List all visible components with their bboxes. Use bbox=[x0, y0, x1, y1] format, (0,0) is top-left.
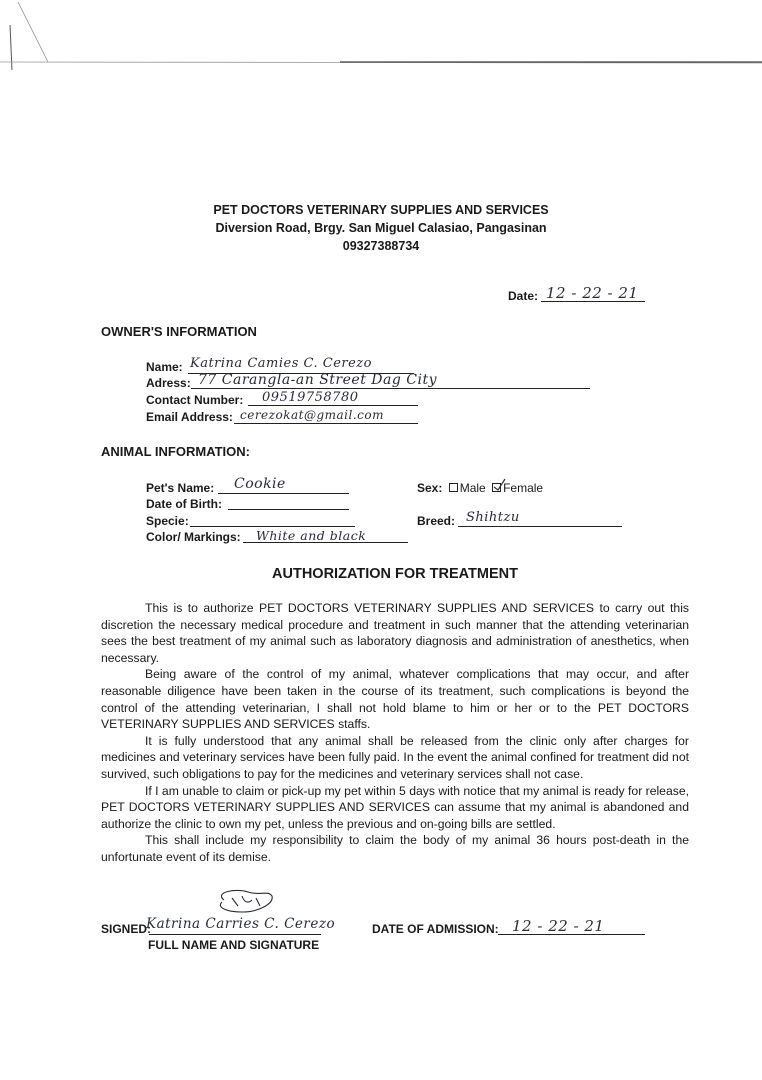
color-label: Color/ Markings: bbox=[146, 530, 241, 544]
owner-address-value: 77 Carangla-an Street Dag City bbox=[198, 372, 437, 388]
specie-line bbox=[190, 526, 355, 527]
date-value: 12 - 22 - 21 bbox=[546, 284, 639, 302]
email-label: Email Address: bbox=[146, 410, 233, 424]
breed-value: Shihtzu bbox=[466, 510, 520, 525]
owner-name-value: Katrina Camies C. Cerezo bbox=[190, 356, 372, 371]
signed-label: SIGNED: bbox=[101, 922, 152, 936]
check-mark-icon bbox=[492, 478, 506, 492]
pet-name-line bbox=[218, 493, 349, 494]
dob-line bbox=[228, 509, 349, 510]
date-label: Date: bbox=[508, 289, 539, 303]
contact-label: Contact Number: bbox=[146, 393, 244, 407]
owner-name-label: Name: bbox=[146, 360, 183, 374]
contact-value: 09519758780 bbox=[262, 390, 359, 405]
signature-scribble bbox=[208, 886, 278, 920]
owner-address-line bbox=[191, 388, 590, 389]
pet-name-value: Cookie bbox=[234, 476, 286, 492]
authorization-body bbox=[101, 600, 689, 866]
owner-address-label: Adress: bbox=[146, 376, 191, 390]
signed-value: Katrina Carries C. Cerezo bbox=[146, 916, 336, 932]
admission-value: 12 - 22 - 21 bbox=[512, 917, 605, 935]
sex-field bbox=[417, 481, 543, 495]
authorization-paragraph-1: This is to authorize PET DOCTORS VETERINARY SUPPLIES AND SERVICES to carry out this discretion the necessary medical procedure and treatment in such manner that the attending veterinarian sees the best treatment of my animal such as laboratory diagnosis and administration of anesthetics, when necessary. bbox=[101, 601, 689, 665]
authorization-paragraph-5: This shall include my responsibility to claim the body of my animal 36 hours post-death in the unfortunate event of its demise. bbox=[101, 833, 689, 864]
authorization-paragraph-4: If I am unable to claim or pick-up my pet within 5 days with notice that my animal is ready for release, PET DOCTORS VETERINARY SUPPLIES AND SERVICES can assume that my animal is abandoned and authorize the clinic to own my pet, unless the previous and on-going bills are settled. bbox=[101, 783, 689, 831]
breed-line bbox=[458, 526, 622, 527]
signed-line bbox=[149, 934, 321, 935]
breed-label: Breed: bbox=[417, 514, 456, 528]
owner-section-title: OWNER'S INFORMATION bbox=[101, 324, 257, 339]
email-value: cerezokat@gmail.com bbox=[240, 408, 384, 422]
specie-label: Specie: bbox=[146, 514, 189, 528]
animal-section-title: ANIMAL INFORMATION: bbox=[101, 444, 250, 459]
authorization-paragraph-2: Being aware of the control of my animal, whatever complications that may occur, and after reasonable diligence have been taken in the course of its treatment, such complications is beyond the control of the attending veterinarian, I shall not hold blame to him or her or to the PET DOCTORS VETERINARY SUPPLIES AND SERVICES staffs. bbox=[101, 667, 689, 732]
scan-edge-artifacts bbox=[0, 0, 762, 70]
sex-female-label: Female bbox=[503, 481, 544, 495]
authorization-paragraph-3: It is fully understood that any animal shall be released from the clinic only after charges for medicines and veterinary services have been fully paid. In the event the animal confined for treatment did not survived, such obligations to pay for the medicines and veterinary services shall not case. bbox=[101, 733, 689, 781]
female-checkbox[interactable] bbox=[492, 483, 501, 492]
email-line bbox=[234, 423, 418, 424]
clinic-phone: 09327388734 bbox=[342, 239, 420, 253]
authorization-title: AUTHORIZATION FOR TREATMENT bbox=[272, 566, 518, 582]
clinic-name: PET DOCTORS VETERINARY SUPPLIES AND SERVICES bbox=[213, 203, 549, 217]
sex-label: Sex: bbox=[417, 481, 443, 495]
male-checkbox[interactable] bbox=[449, 483, 458, 492]
signature-caption: FULL NAME AND SIGNATURE bbox=[148, 938, 320, 952]
clinic-address: Diversion Road, Brgy. San Miguel Calasiao, Pangasinan bbox=[215, 221, 547, 235]
pet-name-label: Pet's Name: bbox=[146, 481, 215, 495]
sex-male-label: Male bbox=[459, 481, 486, 495]
color-value: White and black bbox=[256, 528, 367, 543]
admission-label: DATE OF ADMISSION: bbox=[372, 922, 499, 936]
dob-label: Date of Birth: bbox=[146, 497, 222, 511]
contact-line bbox=[248, 405, 418, 406]
